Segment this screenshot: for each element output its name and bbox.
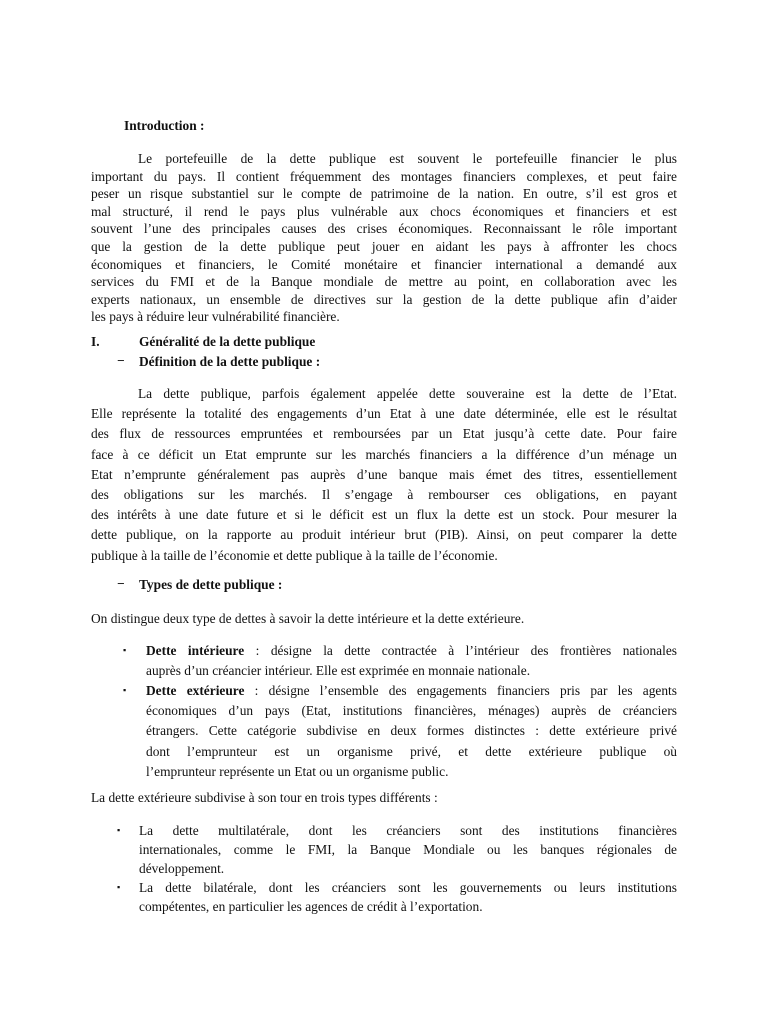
list-item-bilaterale xyxy=(139,878,677,916)
intro-line: services du FMI et de la Banque mondiale de mettre au point, en collaboration avec les xyxy=(91,274,677,290)
intro-line: que la gestion de la dette publique peut jouer en aidant les pays à affronter les chocs xyxy=(91,238,677,254)
intro-line: mal structuré, il rend le pays plus vulnérable aux chocs économiques et financiers et est xyxy=(91,203,677,219)
list-item-line: l’emprunteur représente un Etat ou un organisme public. xyxy=(146,763,449,779)
definition-paragraph xyxy=(91,384,677,566)
list-item-line: auprès d’un créancier intérieur. Elle est exprimée en monnaie nationale. xyxy=(146,663,531,679)
term-dette-interieure: Dette intérieure xyxy=(146,643,245,658)
bullet-icon: ▪ xyxy=(123,685,127,695)
definition-line: des obligations sur les marchés. Il s’engage à rembourser ces obligations, en payant xyxy=(91,487,677,503)
list-item-line: économiques d’un pays (Etat, institutions financières, ménages) auprès de créanciers xyxy=(146,703,677,719)
definition-line: des flux de ressources empruntées et remboursées par un Etat jusqu’à cette date. Pour faire xyxy=(91,426,677,442)
definition-heading: Définition de la dette publique : xyxy=(139,354,321,369)
list-item-line: Dette extérieure : désigne l’ensemble des engagements financiers pris par les agents xyxy=(146,683,677,698)
types-intro: On distingue deux type de dettes à savoir la dette intérieure et la dette extérieure. xyxy=(91,611,525,626)
intro-line: souvent l’une des principales causes des crises économiques. Reconnaissant le rôle important xyxy=(91,221,677,237)
list-item-multilaterale xyxy=(139,821,677,878)
definition-line: La dette publique, parfois également appelée dette souveraine est la dette de l’Etat. xyxy=(138,386,677,401)
list-item-line: internationales, comme le FMI, la Banque Mondiale ou les banques régionales de xyxy=(139,842,677,857)
list-item-line: dont l’emprunteur est un organisme privé, et dette extérieure publique où xyxy=(146,743,677,759)
definition-line: des intérêts à une date future et si le déficit est un flux la dette est un stock. Pour mesurer la xyxy=(91,507,677,523)
section-title: Généralité de la dette publique xyxy=(139,334,316,349)
definition-line: face à ce déficit un Etat emprunte sur les marchés financiers a la différence d’un ménage un xyxy=(91,446,677,462)
intro-line: économiques et financiers, le Comité monétaire et financier international a demandé aux xyxy=(91,256,677,272)
intro-line: experts nationaux, un ensemble de directives sur la gestion de la dette publique afin d’aider xyxy=(91,291,677,307)
bullet-icon: ▪ xyxy=(117,882,121,892)
definition-line: Etat n’emprunte généralement pas auprès d’une banque mais émet des titres, essentiellement xyxy=(91,466,677,482)
intro-line: Le portefeuille de la dette publique est souvent le portefeuille financier le plus xyxy=(138,151,677,166)
section-number: I. xyxy=(91,334,100,349)
list-item-dette-exterieure xyxy=(146,681,677,782)
list-item-line: étrangers. Cette catégorie subdivise en deux formes distinctes : dette extérieure privé xyxy=(146,723,677,739)
list-item-line: développement. xyxy=(139,861,225,876)
intro-line: peser un risque substantiel sur le compte de patrimoine de la nation. En outre, s’il est gros et xyxy=(91,186,677,202)
list-item-line: La dette bilatérale, dont les créanciers sont les gouvernements ou leurs institutions xyxy=(139,880,677,895)
intro-line: les pays à réduire leur vulnérabilité financière. xyxy=(91,309,340,325)
list-item-line: La dette multilatérale, dont les créanciers sont des institutions financières xyxy=(139,823,677,838)
definition-line: Elle représente la totalité des engagements d’un Etat à une date déterminée, elle est le résultat xyxy=(91,406,677,422)
term-dette-exterieure: Dette extérieure xyxy=(146,683,245,698)
intro-paragraph xyxy=(91,150,677,326)
list-item-line: Dette intérieure : désigne la dette contractée à l’intérieur des frontières nationales xyxy=(146,643,677,658)
definition-line: dette publique, on la rapporte au produit intérieur brut (PIB). Ainsi, on peut comparer la dette xyxy=(91,527,677,543)
intro-line: important du pays. Il contient fréquemment des montages financiers complexes, et peut faire xyxy=(91,168,677,184)
intro-heading: Introduction : xyxy=(124,118,205,133)
types-heading: Types de dette publique : xyxy=(139,577,283,592)
list-item-line: compétentes, en particulier les agences de crédit à l’exportation. xyxy=(139,899,483,914)
list-item-dette-interieure xyxy=(146,641,677,681)
bullet-icon: ▪ xyxy=(123,645,127,655)
ext-debt-intro: La dette extérieure subdivise à son tour en trois types différents : xyxy=(91,790,438,805)
bullet-icon: ▪ xyxy=(117,825,121,835)
dash-marker: − xyxy=(117,353,125,368)
definition-line: publique à la taille de l’économie et dette publique à la taille de l’économie. xyxy=(91,547,498,563)
dash-marker: − xyxy=(117,576,125,591)
